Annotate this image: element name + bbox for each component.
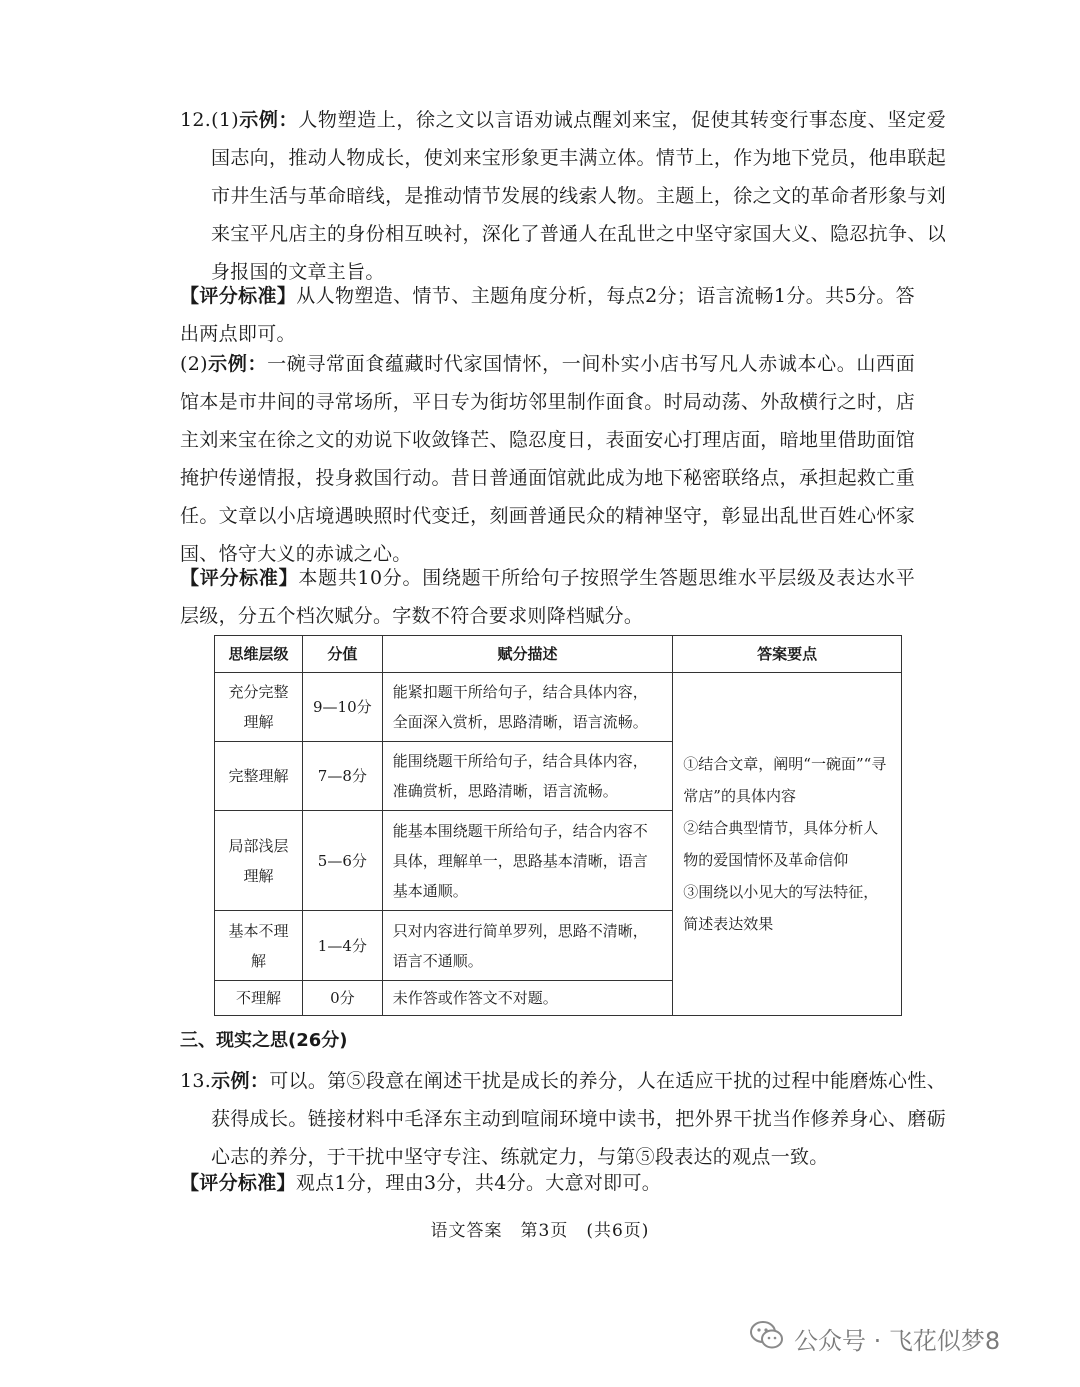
q12-part1-scoring — [180, 277, 915, 353]
scoring-label: 【评分标准】 — [180, 567, 299, 589]
watermark — [750, 1318, 1000, 1358]
q12-part2-answer — [180, 345, 915, 573]
key-point: ②结合典型情节，具体分析人物的爱国情怀及革命信仰 — [683, 819, 879, 869]
table-row — [215, 673, 902, 742]
q12-part2-text: 一碗寻常面食蕴藏时代家国情怀，一间朴实小店书写凡人赤诚本心。山西面馆本是市井间的寻常场所，平日专为街坊邻里制作面食。时局动荡、外敌横行之时，店主刘来宝在徐之文的劝说下收敛锋芒、隐忍度日，表面安心打理店面，暗地里借助面馆掩护传递情报，投身救国行动。昔日普通面馆就此成为地下秘密联络点，承担起救亡重任。文章以小店境遇映照时代变迁，刻画普通民众的精神坚守，彰显出乱世百姓心怀家国、恪守大义的赤诚之心。 — [180, 353, 915, 565]
q13-answer — [180, 1062, 946, 1176]
level-cell: 基本不理解 — [215, 911, 303, 981]
key-point: ③围绕以小见大的写法特征，简述表达效果 — [683, 883, 879, 933]
description-cell: 只对内容进行简单罗列，思路不清晰，语言不通顺。 — [382, 911, 673, 981]
key-point: ①结合文章，阐明“一碗面”“寻常店”的具体内容 — [683, 755, 887, 805]
score-cell: 9—10分 — [302, 673, 382, 742]
scoring-label: 【评分标准】 — [180, 285, 297, 307]
q12-part2-scoring — [180, 559, 915, 635]
header-score: 分值 — [302, 636, 382, 673]
level-cell: 充分完整理解 — [215, 673, 303, 742]
q12-part1-label: 示例： — [238, 109, 299, 131]
q12-part2-number: (2) — [180, 353, 208, 375]
description-cell: 能基本围绕题干所给句子，结合内容不具体，理解单一，思路基本清晰，语言基本通顺。 — [382, 811, 673, 911]
q12-number: 12.(1) — [180, 109, 239, 131]
rubric-table — [214, 635, 902, 1016]
level-cell: 完整理解 — [215, 742, 303, 811]
section-title: 三、现实之思(26分) — [180, 1030, 348, 1051]
scoring-text: 观点1分，理由3分，共4分。大意对即可。 — [295, 1172, 662, 1194]
header-level: 思维层级 — [215, 636, 303, 673]
header-description: 赋分描述 — [382, 636, 673, 673]
q13-label: 示例： — [211, 1070, 270, 1092]
q13-text: 可以。第⑤段意在阐述干扰是成长的养分，人在适应干扰的过程中能磨炼心性、获得成长。链接材料中毛泽东主动到喧闹环境中读书，把外界干扰当作修养身心、磨砺心志的养分，于干扰中坚守专注、练就定力，与第⑤段表达的观点一致。 — [211, 1070, 946, 1168]
score-cell: 0分 — [302, 981, 382, 1016]
scoring-label: 【评分标准】 — [180, 1172, 296, 1194]
wechat-icon — [750, 1320, 784, 1356]
score-cell: 1—4分 — [302, 911, 382, 981]
description-cell: 能围绕题干所给句子，结合具体内容，准确赏析，思路清晰，语言流畅。 — [382, 742, 673, 811]
q12-part1-answer — [180, 101, 946, 291]
q13-number: 13. — [180, 1070, 212, 1092]
score-cell: 7—8分 — [302, 742, 382, 811]
level-cell: 局部浅层理解 — [215, 811, 303, 911]
level-cell: 不理解 — [215, 981, 303, 1016]
page-footer: 语文答案 第3页 (共6页) — [430, 1221, 650, 1241]
description-cell: 未作答或作答文不对题。 — [382, 981, 673, 1016]
table-header-row — [215, 636, 902, 673]
header-key-points: 答案要点 — [673, 636, 902, 673]
q12-part1-text: 人物塑造上，徐之文以言语劝诫点醒刘来宝，促使其转变行事态度、坚定爱国志向，推动人物成长，使刘来宝形象更丰满立体。情节上，作为地下党员，他串联起市井生活与革命暗线，是推动情节发展的线索人物。主题上，徐之文的革命者形象与刘来宝平凡店主的身份相互映衬，深化了普通人在乱世之中坚守家国大义、隐忍抗争、以身报国的文章主旨。 — [211, 109, 946, 283]
scoring-text: 本题共10分。围绕题干所给句子按照学生答题思维水平层级及表达水平层级，分五个档次赋分。字数不符合要求则降档赋分。 — [180, 567, 915, 627]
description-cell: 能紧扣题干所给句子，结合具体内容，全面深入赏析，思路清晰，语言流畅。 — [382, 673, 673, 742]
q13-scoring — [180, 1164, 915, 1202]
score-cell: 5—6分 — [302, 811, 382, 911]
key-points-cell — [673, 673, 902, 1016]
q12-part2-label: 示例： — [207, 353, 268, 375]
scoring-text: 从人物塑造、情节、主题角度分析，每点2分；语言流畅1分。共5分。答出两点即可。 — [180, 285, 915, 345]
watermark-text: 公众号 · 飞花似梦8 — [794, 1326, 1001, 1355]
